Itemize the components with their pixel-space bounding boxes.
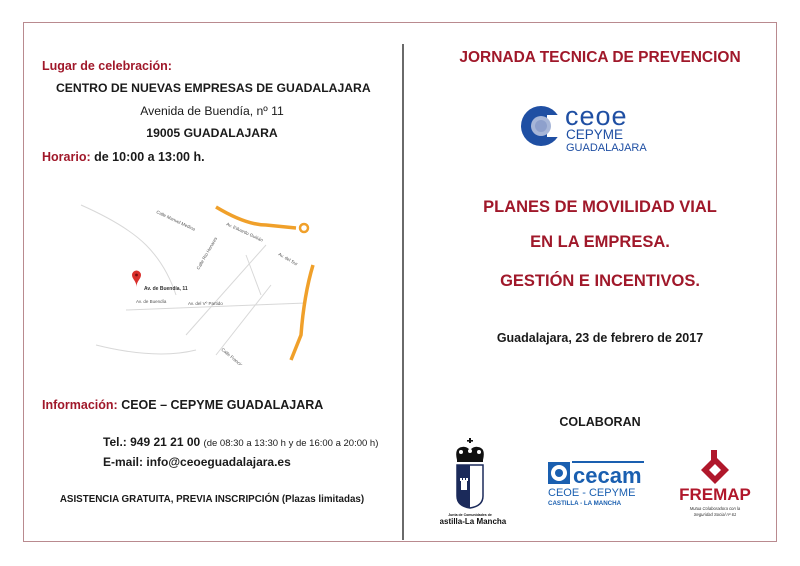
svg-text:CASTILLA - LA MANCHA: CASTILLA - LA MANCHA <box>548 500 622 507</box>
svg-text:cecam: cecam <box>573 463 642 488</box>
phone-label: Tel.: <box>103 435 127 449</box>
phone-line <box>103 435 378 449</box>
svg-text:Seguridad Social nº 61: Seguridad Social nº 61 <box>693 512 737 517</box>
svg-text:GUADALAJARA: GUADALAJARA <box>566 142 647 152</box>
venue-label: Lugar de celebración: <box>42 59 172 73</box>
svg-text:Junta de Comunidades de: Junta de Comunidades de <box>448 513 492 517</box>
event-title-line-3: GESTIÓN E INCENTIVOS. <box>500 272 700 290</box>
location-map[interactable] <box>66 185 316 365</box>
schedule-label: Horario: <box>42 150 91 164</box>
event-date: Guadalajara, 23 de febrero de 2017 <box>496 331 704 345</box>
schedule <box>42 150 205 164</box>
street-label: Av. del Sur <box>277 251 299 267</box>
street-label: Av. Eduardo Guitián <box>225 221 264 243</box>
info-line <box>42 398 323 412</box>
jccm-logo <box>440 438 530 526</box>
svg-text:FREMAP: FREMAP <box>679 485 751 504</box>
map-pin-icon <box>132 270 141 287</box>
schedule-value: de 10:00 a 13:00 h. <box>94 150 205 164</box>
email-label: E-mail: <box>103 455 144 469</box>
email-line <box>103 455 291 469</box>
info-value: CEOE – CEPYME GUADALAJARA <box>121 398 324 412</box>
venue-address: Avenida de Buendía, nº 11 <box>140 104 284 118</box>
event-title-line-1: PLANES DE MOVILIDAD VIAL <box>483 198 717 216</box>
cecam-logo <box>546 460 646 508</box>
collaborators-heading: COLABORAN <box>559 415 641 429</box>
fold-divider <box>402 44 404 540</box>
email-link[interactable]: info@ceoeguadalajara.es <box>146 455 291 469</box>
ceoe-cepyme-logo <box>519 100 669 152</box>
street-label: Calle Río Henares <box>195 236 219 271</box>
map-pin-label: Av. de Buendía, 11 <box>144 286 188 292</box>
svg-text:CEOE - CEPYME: CEOE - CEPYME <box>548 487 636 499</box>
attendance-note: ASISTENCIA GRATUITA, PREVIA INSCRIPCIÓN (Plazas limitadas) <box>59 494 365 505</box>
street-label: Calle Francisco Aritio <box>220 346 256 365</box>
svg-text:CEPYME: CEPYME <box>566 127 624 142</box>
event-type-heading: JORNADA TECNICA DE PREVENCION <box>459 49 741 66</box>
venue-name: CENTRO DE NUEVAS EMPRESAS DE GUADALAJARA <box>56 81 371 95</box>
phone-number[interactable]: 949 21 21 00 <box>130 435 201 449</box>
phone-hours: (de 08:30 a 13:30 h y de 16:00 a 20:00 h) <box>203 438 379 449</box>
svg-text:ceoe: ceoe <box>565 101 628 131</box>
street-label: Av. de Buendía <box>136 299 167 304</box>
fremap-logo <box>665 448 765 523</box>
venue-city: 19005 GUADALAJARA <box>146 126 278 140</box>
info-label: Información: <box>42 398 118 412</box>
event-title-line-2: EN LA EMPRESA. <box>530 233 670 251</box>
svg-text:Mutua Colaboradora con la: Mutua Colaboradora con la <box>689 506 741 511</box>
street-label: Calle Manuel Medina <box>155 209 197 232</box>
street-label: Av. del Vº Partido <box>188 301 223 306</box>
svg-text:Castilla-La Mancha: Castilla-La Mancha <box>440 517 507 526</box>
